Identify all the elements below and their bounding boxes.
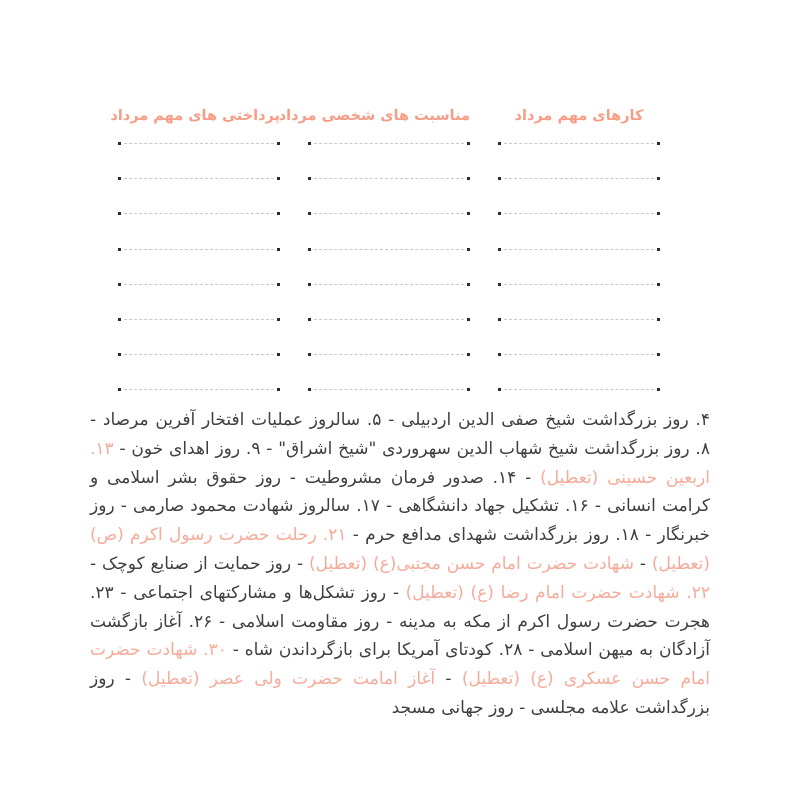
- line-end-dot: [118, 248, 121, 251]
- line-end-dot: [118, 177, 121, 180]
- line-end-dot: [657, 353, 660, 356]
- writing-line: [308, 196, 470, 231]
- line-dashes: [314, 284, 464, 285]
- line-dashes: [124, 213, 274, 214]
- line-end-dot: [657, 177, 660, 180]
- writing-line: [118, 126, 280, 161]
- holiday-highlight-text: ۳۰. شهادت حضرت امام حسن عسکری (ع) (تعطیل): [90, 640, 711, 690]
- writing-line: [308, 337, 470, 372]
- line-end-dot: [277, 248, 280, 251]
- line-end-dot: [498, 248, 501, 251]
- writing-line: [308, 267, 470, 302]
- line-end-dot: [657, 248, 660, 251]
- line-dashes: [124, 319, 274, 320]
- line-end-dot: [467, 388, 470, 391]
- line-end-dot: [467, 142, 470, 145]
- writing-line: [308, 161, 470, 196]
- line-end-dot: [657, 212, 660, 215]
- line-dashes: [314, 213, 464, 214]
- line-dashes: [504, 284, 654, 285]
- line-end-dot: [277, 353, 280, 356]
- line-end-dot: [277, 388, 280, 391]
- writing-line: [118, 302, 280, 337]
- column-header-important-tasks: کارهای مهم مرداد: [514, 108, 644, 124]
- line-end-dot: [308, 388, 311, 391]
- writing-line: [498, 267, 660, 302]
- occasion-text: - روز بزرگداشت علامه مجلسی - روز جهانی مسجد: [90, 669, 710, 718]
- line-dashes: [124, 178, 274, 179]
- line-end-dot: [118, 388, 121, 391]
- line-end-dot: [308, 248, 311, 251]
- line-end-dot: [277, 177, 280, 180]
- writing-line: [308, 302, 470, 337]
- line-end-dot: [277, 142, 280, 145]
- writing-line: [118, 267, 280, 302]
- line-dashes: [124, 284, 274, 285]
- line-dashes: [504, 213, 654, 214]
- line-dashes: [314, 389, 464, 390]
- line-end-dot: [657, 283, 660, 286]
- holiday-highlight-text: ۲۲. شهادت حضرت امام رضا (ع) (تعطیل): [405, 582, 710, 603]
- writing-line: [498, 161, 660, 196]
- line-dashes: [314, 354, 464, 355]
- line-dashes: [124, 354, 274, 355]
- line-end-dot: [498, 318, 501, 321]
- line-end-dot: [118, 353, 121, 356]
- holiday-highlight-text: ۱۳. اربعین حسینی (تعطیل): [90, 438, 710, 488]
- line-end-dot: [118, 283, 121, 286]
- line-end-dot: [118, 142, 121, 145]
- line-dashes: [314, 319, 464, 320]
- column-personal-occasions: [278, 106, 470, 408]
- line-dashes: [314, 249, 464, 250]
- writing-line: [308, 126, 470, 161]
- line-end-dot: [467, 248, 470, 251]
- column-important-tasks: [498, 106, 660, 408]
- line-dashes: [314, 143, 464, 144]
- writing-line: [118, 232, 280, 267]
- line-end-dot: [277, 283, 280, 286]
- line-end-dot: [498, 142, 501, 145]
- line-dashes: [504, 319, 654, 320]
- line-end-dot: [308, 212, 311, 215]
- occasion-text: -: [435, 669, 462, 690]
- line-end-dot: [657, 318, 660, 321]
- line-end-dot: [498, 283, 501, 286]
- line-end-dot: [118, 318, 121, 321]
- line-end-dot: [277, 318, 280, 321]
- writing-line: [498, 372, 660, 407]
- line-end-dot: [467, 283, 470, 286]
- line-end-dot: [118, 212, 121, 215]
- line-dashes: [504, 389, 654, 390]
- line-dashes: [124, 249, 274, 250]
- occasion-text: -: [633, 553, 652, 574]
- line-end-dot: [498, 353, 501, 356]
- line-end-dot: [467, 318, 470, 321]
- writing-line: [118, 161, 280, 196]
- column-important-payments: [110, 106, 280, 408]
- writing-line: [118, 337, 280, 372]
- line-dashes: [124, 389, 274, 390]
- line-end-dot: [498, 388, 501, 391]
- occasion-text: - روز حمایت از صنایع کوچک -: [90, 553, 309, 574]
- occasion-text: - ۱۴. صدور فرمان مشروطیت - روز حقوق بشر اسلامی و کرامت انسانی - ۱۶. تشکیل جهاد دانشگاهی - ۱۷. سالروز شهادت محمود صارمی - روز خبرنگار - ۱۸. روز بزرگداشت شهدای مدافع حرم -: [90, 467, 710, 546]
- line-end-dot: [277, 212, 280, 215]
- line-end-dot: [308, 283, 311, 286]
- line-end-dot: [308, 353, 311, 356]
- writing-line: [498, 337, 660, 372]
- column-header-personal-occasions: مناسبت های شخصی مرداد: [278, 108, 470, 124]
- line-dashes: [504, 178, 654, 179]
- holiday-highlight-text: آغاز امامت حضرت ولی عصر (تعطیل): [141, 669, 436, 690]
- occasion-text: ۴. روز بزرگداشت شیخ صفی الدین اردبیلی - ۵. سالروز عملیات افتخار آفرین مرصاد - ۸. روز بزرگداشت شیخ شهاب الدین سهروردی "شیخ اشراق" - ۹. روز اهدای خون -: [90, 410, 710, 459]
- column-header-important-payments: پرداختی های مهم مرداد: [110, 108, 280, 124]
- line-end-dot: [657, 142, 660, 145]
- writing-line: [308, 232, 470, 267]
- writing-line: [308, 372, 470, 407]
- line-end-dot: [498, 177, 501, 180]
- line-end-dot: [467, 177, 470, 180]
- line-end-dot: [657, 388, 660, 391]
- occasion-text: - روز تشکل‌ها و مشارکتهای اجتماعی - ۲۳. هجرت حضرت رسول اکرم از مکه به مدینه - روز مقاومت اسلامی - ۲۶. آغاز بازگشت آزادگان به میهن اسلامی - ۲۸. کودتای آمریکا برای بازگرداندن شاه -: [90, 582, 710, 661]
- writing-line: [498, 302, 660, 337]
- holiday-highlight-text: شهادت حضرت امام حسن مجتبی(ع) (تعطیل): [308, 553, 634, 574]
- line-end-dot: [467, 353, 470, 356]
- line-dashes: [504, 143, 654, 144]
- line-dashes: [504, 354, 654, 355]
- line-end-dot: [467, 212, 470, 215]
- line-dashes: [124, 143, 274, 144]
- writing-line: [498, 196, 660, 231]
- line-dashes: [504, 249, 654, 250]
- line-end-dot: [308, 177, 311, 180]
- holiday-highlight-text: ۲۱. رحلت حضرت رسول اکرم (ص) (تعطیل): [90, 525, 710, 574]
- writing-line: [118, 372, 280, 407]
- writing-line: [118, 196, 280, 231]
- line-end-dot: [308, 318, 311, 321]
- line-end-dot: [498, 212, 501, 215]
- planner-columns: [110, 106, 660, 408]
- writing-line: [498, 232, 660, 267]
- writing-line: [498, 126, 660, 161]
- month-occasions-paragraph: [90, 406, 710, 723]
- line-dashes: [314, 178, 464, 179]
- line-end-dot: [308, 142, 311, 145]
